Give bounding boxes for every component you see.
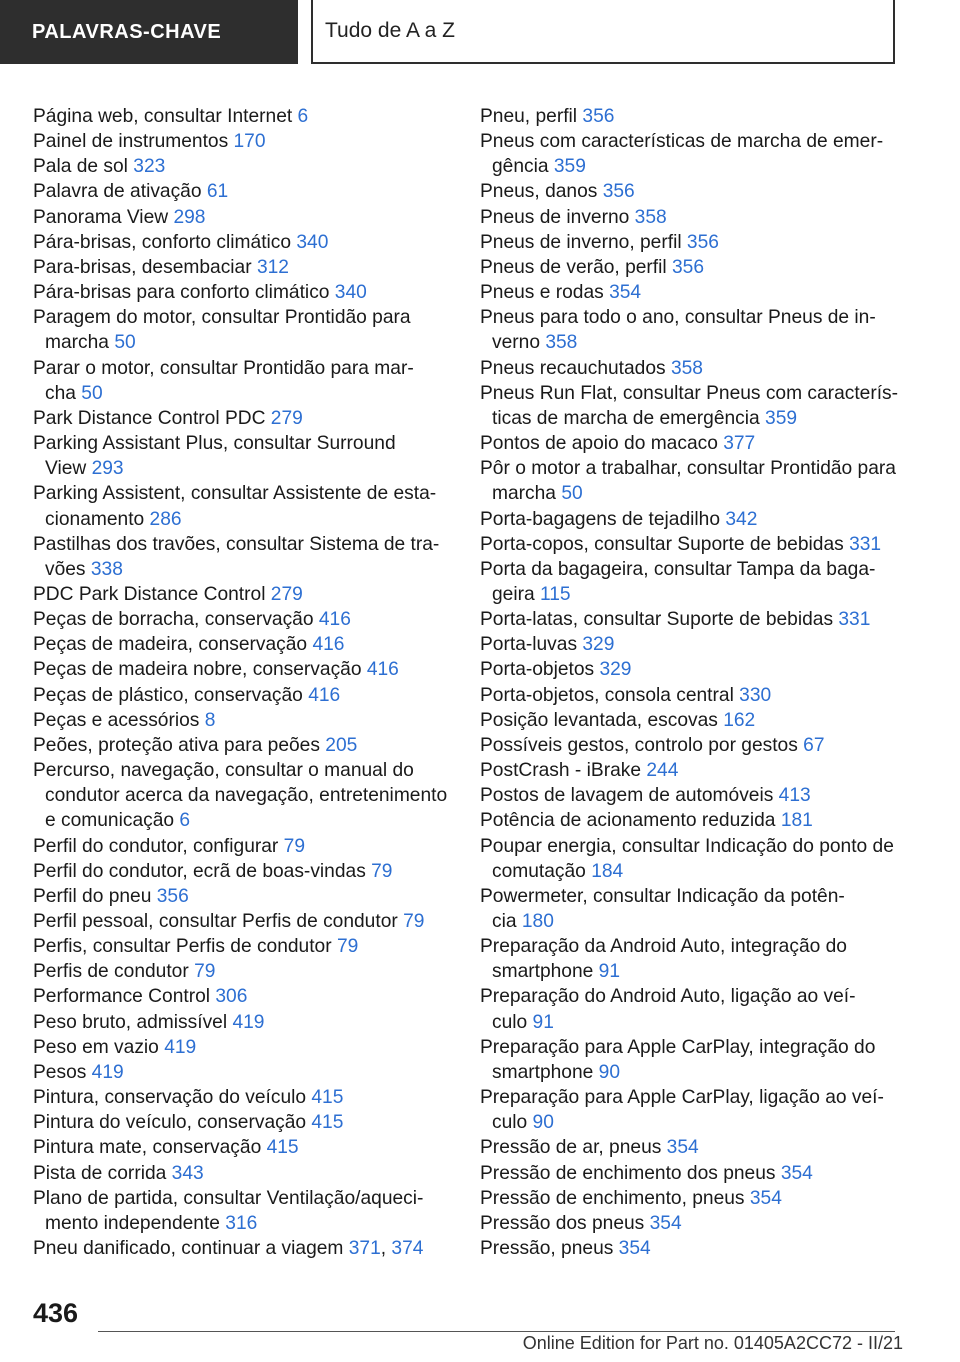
entry-text: ticas de marcha de emergência: [492, 407, 766, 429]
index-entry: [33, 607, 461, 632]
entry-text: Perfil do condutor, ecrã de boas-vindas: [33, 860, 372, 882]
entry-text: Pista de corrida: [33, 1162, 172, 1184]
entry-text: Pára-brisas, conforto climático: [33, 231, 297, 253]
entry-text: geira: [492, 583, 540, 605]
page-link[interactable]: 356: [686, 231, 719, 253]
entry-text: Peças de borracha, conservação: [33, 609, 319, 631]
index-entry: [480, 104, 900, 129]
index-entry: [480, 305, 900, 355]
index-entry: [33, 431, 461, 481]
subtitle-tab-label: Tudo de A a Z: [325, 19, 455, 42]
entry-text: Pesos: [33, 1061, 92, 1083]
page-link[interactable]: 293: [91, 458, 124, 480]
entry-text: Percurso, navegação, consultar o manual do: [33, 760, 414, 782]
page-link[interactable]: 312: [256, 256, 289, 278]
index-entry: [33, 129, 461, 154]
page-link[interactable]: 205: [325, 734, 358, 756]
entry-text: Paragem do motor, consultar Prontidão para: [33, 307, 411, 329]
entry-text: Pneu danificado, continuar a viagem: [33, 1238, 349, 1260]
page-link[interactable]: 50: [114, 332, 136, 354]
entry-text: Peças de plástico, conservação: [33, 684, 309, 706]
entry-text: Porta-luvas: [480, 634, 583, 656]
entry-text: Perfil pessoal, consultar Perfis de condutor: [33, 911, 404, 932]
index-entry: [33, 532, 461, 582]
index-entry: [33, 1186, 461, 1236]
page-link[interactable]: 329: [582, 634, 615, 656]
index-entry: [33, 984, 461, 1009]
page-link[interactable]: 91: [532, 1011, 554, 1033]
entry-text: PostCrash - iBrake: [480, 760, 647, 782]
page-link[interactable]: 354: [749, 1187, 782, 1209]
entry-text: Powermeter, consultar Indicação da potên-: [480, 885, 845, 907]
page-link[interactable]: 358: [634, 206, 667, 228]
index-entry: [480, 834, 900, 884]
index-entry: [480, 255, 900, 280]
page-link[interactable]: 279: [270, 583, 303, 605]
entry-text: Preparação do Android Auto, ligação ao veí-: [480, 986, 856, 1008]
page-link[interactable]: 356: [602, 181, 635, 203]
page-link[interactable]: 6: [179, 810, 191, 832]
entry-text: Perfil do condutor, configurar: [33, 835, 284, 857]
index-entry: [33, 834, 461, 859]
entry-text: Pneus recauchutados: [480, 357, 671, 379]
index-entry: [480, 431, 900, 456]
index-entry: [33, 1161, 461, 1186]
entry-text: mento independente: [45, 1212, 226, 1234]
page-link[interactable]: 8: [204, 709, 216, 731]
page-link[interactable]: 162: [723, 709, 756, 731]
page-link[interactable]: 50: [561, 483, 583, 505]
page-link[interactable]: 79: [336, 936, 359, 958]
page-link[interactable]: 359: [553, 156, 586, 178]
entry-text: View: [45, 458, 92, 480]
section-tab-label: PALAVRAS-CHAVE: [32, 20, 222, 43]
entry-text: Panorama View: [33, 206, 174, 228]
page-link[interactable]: 331: [838, 609, 871, 631]
page-link[interactable]: 413: [778, 785, 811, 807]
entry-text: Pneus, danos: [480, 181, 603, 203]
index-entry: [480, 532, 900, 557]
edition-text: Online Edition for Part no. 01405A2CC72 - II/21: [522, 1333, 903, 1353]
page-link[interactable]: 115: [540, 583, 571, 605]
index-entry: [480, 507, 900, 532]
entry-text: Porta-latas, consultar Suporte de bebidas: [480, 609, 839, 631]
index-entry: [33, 1085, 461, 1110]
page-link[interactable]: 354: [666, 1137, 699, 1159]
index-entry: [480, 1236, 900, 1261]
entry-text: Peso bruto, admissível: [33, 1011, 233, 1033]
entry-text: Painel de instrumentos: [33, 131, 234, 153]
entry-text: Pontos de apoio do macaco: [480, 433, 724, 455]
page-link[interactable]: 330: [739, 684, 772, 706]
index-entry: [480, 632, 900, 657]
index-entry: [480, 808, 900, 833]
index-entry: [480, 381, 900, 431]
entry-text: Porta-copos, consultar Suporte de bebidas: [480, 533, 850, 555]
entry-text: Página web, consultar Internet: [33, 106, 298, 127]
page-link[interactable]: 79: [371, 860, 393, 882]
entry-text: Pneus com características de marcha de emer-: [480, 131, 884, 153]
index-entry: [480, 1186, 900, 1211]
index-column-right: [480, 104, 900, 1261]
index-entry: [33, 632, 461, 657]
entry-text: vões: [45, 558, 91, 580]
entry-text: Parking Assistent, consultar Assistente de esta-: [33, 483, 437, 505]
index-entry: [33, 1236, 461, 1261]
entry-text: Pôr o motor a trabalhar, consultar Prontidão para: [480, 458, 896, 480]
entry-text: Preparação da Android Auto, integração do: [480, 936, 847, 958]
page-link[interactable]: 180: [521, 911, 554, 932]
index-entry: [33, 1060, 461, 1085]
page-link[interactable]: 415: [311, 1087, 344, 1109]
page-link[interactable]: 340: [296, 231, 329, 253]
page-link[interactable]: 79: [403, 911, 425, 932]
page-link[interactable]: 316: [225, 1212, 258, 1234]
entry-text: Pneus de inverno: [480, 206, 635, 228]
index-entry: [33, 1135, 461, 1160]
entry-text: Pala de sol: [33, 156, 134, 178]
entry-text: Pneus para todo o ano, consultar Pneus de in-: [480, 307, 876, 329]
page-link[interactable]: 298: [173, 206, 206, 228]
entry-text: Possíveis gestos, controlo por gestos: [480, 734, 804, 756]
entry-text: marcha: [492, 483, 562, 505]
entry-text: Postos de lavagem de automóveis: [480, 785, 779, 807]
entry-text: culo: [492, 1011, 533, 1033]
page-link[interactable]: 354: [609, 282, 642, 304]
entry-text: Parar o motor, consultar Prontidão para mar-: [33, 357, 414, 379]
page-link[interactable]: 354: [780, 1162, 813, 1184]
page-link[interactable]: 416: [366, 659, 399, 681]
entry-text: Porta-objetos: [480, 659, 600, 681]
entry-text: Porta-bagagens de tejadilho: [480, 508, 726, 530]
entry-text: PDC Park Distance Control: [33, 583, 271, 605]
entry-text: smartphone: [492, 961, 599, 983]
index-entry: [480, 884, 900, 934]
page-number: 436: [33, 1298, 79, 1328]
entry-text: Para-brisas, desembaciar: [33, 256, 257, 278]
index-entry: [480, 783, 900, 808]
entry-text: comutação: [492, 860, 592, 882]
index-entry: [33, 481, 461, 531]
page-link[interactable]: 91: [598, 961, 620, 983]
page-link[interactable]: 415: [266, 1137, 299, 1159]
page-link[interactable]: 377: [723, 433, 756, 455]
index-column-left: [33, 104, 461, 1261]
index-entry: [480, 733, 900, 758]
entry-text: Pára-brisas para conforto climático: [33, 282, 335, 304]
entry-text: Perfis de condutor: [33, 961, 195, 983]
index-entry: [33, 406, 461, 431]
page-link[interactable]: 358: [545, 332, 578, 354]
page-link[interactable]: 354: [618, 1238, 651, 1260]
index-entry: [480, 280, 900, 305]
index-entry: [480, 230, 900, 255]
index-entry: [33, 205, 461, 230]
entry-text: verno: [492, 332, 546, 354]
page-link[interactable]: 416: [308, 684, 341, 706]
page-link[interactable]: 338: [90, 558, 123, 580]
index-entry: [480, 1035, 900, 1085]
entry-text: Pneus de inverno, perfil: [480, 231, 687, 253]
entry-text: cia: [492, 911, 522, 932]
page-link[interactable]: 356: [582, 106, 615, 127]
index-entry: [33, 708, 461, 733]
index-entry: [33, 230, 461, 255]
entry-text: culo: [492, 1112, 533, 1134]
entry-text: Pintura, conservação do veículo: [33, 1087, 312, 1109]
index-entry: [33, 959, 461, 984]
index-entry: [33, 733, 461, 758]
entry-text: Pressão, pneus: [480, 1238, 619, 1260]
index-entry: [33, 909, 461, 934]
page-link[interactable]: 374: [391, 1238, 424, 1260]
index-entry: [480, 1135, 900, 1160]
page-link[interactable]: 79: [194, 961, 216, 983]
entry-text: Park Distance Control PDC: [33, 407, 271, 429]
index-entry: [480, 356, 900, 381]
index-entry: [33, 1110, 461, 1135]
index-entry: [480, 205, 900, 230]
page-link[interactable]: 329: [599, 659, 632, 681]
index-entry: [480, 657, 900, 682]
entry-text: marcha: [45, 332, 115, 354]
page-link[interactable]: 279: [270, 407, 303, 429]
page-link[interactable]: 415: [311, 1112, 344, 1134]
entry-text: Pressão de enchimento dos pneus: [480, 1162, 781, 1184]
page-separator: ,: [380, 1238, 392, 1260]
index-entry: [33, 356, 461, 406]
index-entry: [480, 1211, 900, 1236]
page-link[interactable]: 61: [206, 181, 229, 203]
page-link[interactable]: 184: [591, 860, 624, 882]
entry-text: Preparação para Apple CarPlay, ligação ao veí-: [480, 1087, 884, 1109]
footer-divider: [98, 1331, 895, 1332]
entry-text: Pneus e rodas: [480, 282, 610, 304]
index-entry: [480, 683, 900, 708]
index-entry: [480, 456, 900, 506]
page-link[interactable]: 416: [312, 634, 345, 656]
entry-text: cionamento: [45, 508, 150, 530]
page-link[interactable]: 331: [849, 533, 882, 555]
index-entry: [33, 179, 461, 204]
entry-text: Posição levantada, escovas: [480, 709, 724, 731]
page-link[interactable]: 90: [598, 1061, 620, 1083]
index-entry: [33, 154, 461, 179]
entry-text: Pneus Run Flat, consultar Pneus com caracterís-: [480, 382, 899, 404]
entry-text: Palavra de ativação: [33, 181, 207, 203]
page-link[interactable]: 323: [133, 156, 166, 178]
index-entry: [33, 255, 461, 280]
page-link[interactable]: 244: [646, 760, 679, 782]
page-link[interactable]: 419: [91, 1061, 124, 1083]
entry-text: cha: [45, 382, 82, 404]
index-entry: [480, 129, 900, 179]
entry-text: Perfil do pneu: [33, 885, 157, 907]
entry-text: Pneu, perfil: [480, 106, 583, 127]
index-entry: [33, 859, 461, 884]
entry-text: Peças de madeira, conservação: [33, 634, 313, 656]
index-entry: [480, 179, 900, 204]
index-entry: [33, 1010, 461, 1035]
page-link[interactable]: 90: [532, 1112, 554, 1134]
subtitle-tab: [311, 0, 895, 64]
page-link[interactable]: 342: [725, 508, 758, 530]
section-tab: [0, 0, 298, 64]
page-link[interactable]: 356: [672, 256, 705, 278]
entry-text: Peões, proteção ativa para peões: [33, 734, 326, 756]
index-entry: [480, 758, 900, 783]
page-link[interactable]: 358: [670, 357, 703, 379]
page-link[interactable]: 416: [318, 609, 351, 631]
page-link[interactable]: 340: [334, 282, 367, 304]
index-entry: [480, 984, 900, 1034]
entry-text: Performance Control: [33, 986, 216, 1008]
entry-text: Pintura mate, conservação: [33, 1137, 267, 1159]
page-link[interactable]: 181: [780, 810, 813, 832]
page-link[interactable]: 343: [171, 1162, 204, 1184]
entry-text: Plano de partida, consultar Ventilação/aqueci-: [33, 1187, 424, 1209]
page-link[interactable]: 170: [233, 131, 266, 153]
entry-text: Peso em vazio: [33, 1036, 165, 1058]
page-link[interactable]: 50: [81, 382, 103, 404]
page-link[interactable]: 419: [232, 1011, 265, 1033]
entry-text: Preparação para Apple CarPlay, integração do: [480, 1036, 876, 1058]
page-link[interactable]: 6: [297, 106, 309, 127]
entry-text: e comunicação: [45, 810, 180, 832]
entry-text: Porta-objetos, consola central: [480, 684, 740, 706]
entry-text: condutor acerca da navegação, entretenimento: [45, 785, 448, 807]
index-entry: [480, 1161, 900, 1186]
index-entry: [33, 104, 461, 129]
page-link[interactable]: 419: [164, 1036, 197, 1058]
index-entry: [33, 657, 461, 682]
page-link[interactable]: 67: [803, 734, 825, 756]
index-entry: [33, 934, 461, 959]
index-entry: [480, 1085, 900, 1135]
entry-text: Peças de madeira nobre, conservação: [33, 659, 367, 681]
page-link[interactable]: 286: [149, 508, 182, 530]
index-entry: [33, 305, 461, 355]
page-link[interactable]: 306: [215, 986, 248, 1008]
entry-text: Peças e acessórios: [33, 709, 205, 731]
page-link[interactable]: 79: [283, 835, 305, 857]
entry-text: Poupar energia, consultar Indicação do ponto de: [480, 835, 894, 857]
index-entry: [33, 683, 461, 708]
index-entry: [33, 582, 461, 607]
index-entry: [33, 884, 461, 909]
entry-text: Porta da bagageira, consultar Tampa da baga-: [480, 558, 876, 580]
entry-text: Potência de acionamento reduzida: [480, 810, 781, 832]
entry-text: Pressão dos pneus: [480, 1212, 650, 1234]
entry-text: Pressão de ar, pneus: [480, 1137, 667, 1159]
entry-text: gência: [492, 156, 554, 178]
index-entry: [33, 1035, 461, 1060]
entry-text: Perfis, consultar Perfis de condutor: [33, 936, 337, 958]
entry-text: Parking Assistant Plus, consultar Surround: [33, 433, 396, 455]
entry-text: Pastilhas dos travões, consultar Sistema de tra-: [33, 533, 440, 555]
index-entry: [33, 280, 461, 305]
entry-text: Pintura do veículo, conservação: [33, 1112, 312, 1134]
page-link[interactable]: 354: [649, 1212, 682, 1234]
page-link[interactable]: 356: [156, 885, 189, 907]
index-entry: [480, 557, 900, 607]
index-entry: [480, 708, 900, 733]
entry-text: smartphone: [492, 1061, 599, 1083]
index-entry: [480, 607, 900, 632]
entry-text: Pressão de enchimento, pneus: [480, 1187, 750, 1209]
entry-text: Pneus de verão, perfil: [480, 256, 672, 278]
index-entry: [480, 934, 900, 984]
index-entry: [33, 758, 461, 833]
page-link[interactable]: 371: [348, 1238, 381, 1260]
page-link[interactable]: 359: [765, 407, 798, 429]
